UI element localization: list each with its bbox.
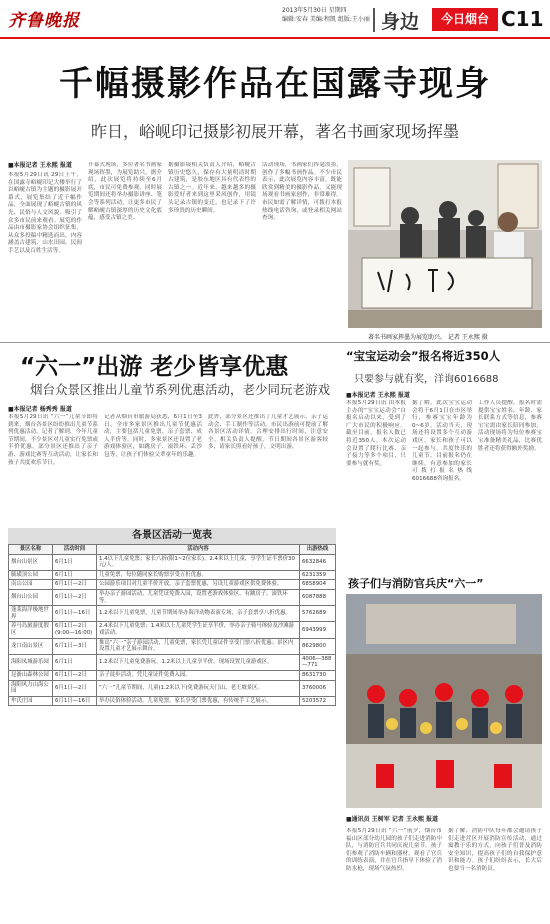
page-number: C11 [501, 7, 544, 31]
story4-byline [346, 814, 438, 823]
story2-col2: 记者从烟台市旅游局获悉，6月1日至3日，全市多家景区推出儿童节优惠活动，主要包括儿童免票、亲子套票、成人半价等。同时，多家景区还设置了老游戏体验区，如跳房子、滚铁环、丢沙包等，让孩子们体验父辈童年的乐趣。 [104, 414, 202, 458]
activity-table-block [8, 528, 336, 706]
table-cell-name: 烟台山景区 [9, 554, 53, 570]
story1-col1: 本报5月29日讯 29日上午，在国露寺峪岘印记大楼举行了以峪岘古镇为主题的摄影展开幕式，展览集结了近千幅作品，全面展现了峪岘古镇的风光、民俗与人文风貌，吸引了众多市民前来观看。展览的作品由市摄影家协会组织征集，从众多投稿中精选而出，内容涵盖古建筑、山水田园、民间手艺以及百姓生活等。 [8, 172, 82, 254]
table-cell-name: 养马岛旅游度假区 [9, 622, 53, 638]
table-cell-content: 2.4米以下儿童免票；1.4米以上儿童凭学生证享半价，举办亲子骑马体验及沙滩游戏活动。 [97, 622, 300, 638]
table-cell-name: 南山公园 [9, 580, 53, 590]
table-cell-time: 6月1日—2日 [53, 680, 97, 696]
story3-col1: 本报5月29日讯 由本报主办的“宝宝运动会”自报名启动以来，受到了广大市民的积极响应。截至目前，报名人数已将近350人。本次运动会设置了爬行比赛、亲子接力等多个项目，只要参与就有奖。 [346, 400, 406, 467]
table-cell-phone: 3760006 [300, 680, 336, 696]
story1-headline: 千幅摄影作品在国露寺现身 [59, 64, 491, 104]
flag-icon: ■ [346, 816, 352, 823]
story3-col2: 据了解，此次宝宝运动会将于6月1日在市区举行，参赛宝宝年龄为0~6岁。活动当天，现场还将设置多个互动游戏区，家长和孩子可以一起参与，共度快乐的儿童节。目前报名仍在继续，有意参加的家长可拨打报名热线6016688咨询报名。 [412, 400, 472, 482]
table-cell-phone: 6632846 [300, 554, 336, 570]
table-cell-name: 牟氏庄园 [9, 696, 53, 706]
table-row [9, 638, 336, 654]
story4-headline: 孩子们与消防官兵庆“六一” [348, 577, 484, 590]
story3-byline [346, 390, 410, 399]
table-row [9, 580, 336, 590]
table-cell-phone: 6231359 [300, 570, 336, 580]
table-cell-time: 6月1日—3日 [53, 638, 97, 654]
story2-col3: 此外，部分景区还推出了儿童才艺展示、亲子运动会、手工制作等活动。市民出游前可提前了解各景区活动详情，合理安排出行时间，注意安全。相关负责人提醒，节日期间各景区游客较多，请家长照看好孩子，文明出游。 [208, 414, 328, 451]
table-row [9, 606, 336, 622]
table-cell-content: 1.2米以下儿童免费游玩，1.2米以上儿童享半价，现场设置儿童游戏区。 [97, 654, 300, 670]
section-rule [0, 342, 550, 343]
table-row [9, 670, 336, 680]
flag-icon: ■ [8, 406, 14, 413]
activity-table [8, 544, 336, 706]
table-cell-phone: 6087888 [300, 589, 336, 605]
table-cell-time: 6月1日—16日 [53, 696, 97, 706]
table-cell-phone: 5762689 [300, 606, 336, 622]
col-header: 活动内容 [97, 545, 300, 555]
col-header: 活动时间 [53, 545, 97, 555]
byline-text: 本报记者 杨秀秀 报道 [13, 406, 72, 413]
table-row [9, 622, 336, 638]
section-title: 身边 [381, 11, 420, 33]
table-cell-content: 1.4以下儿童免票；家长八折(限1~2位家长)。2.4米以上儿童，享学生证半票价30元/人。 [97, 554, 300, 570]
byline-text: 本报记者 王永熙 报道 [13, 162, 72, 169]
table-cell-time: 6月1日 [53, 654, 97, 670]
table-cell-content: “六一”儿童节期间，儿童(1.2米以下)免费游玩天门山、老王坡景区。 [97, 680, 300, 696]
story1-subhead: 昨日，峪岘印记摄影初展开幕，著名书画家现场挥墨 [90, 122, 459, 141]
story1-byline [8, 160, 72, 169]
table-row [9, 654, 336, 670]
table-header-row [9, 545, 336, 555]
table-cell-name: 毓璜顶公园 [9, 570, 53, 580]
calligraphy-photo [348, 160, 542, 328]
table-cell-content: 举办亲子游园活动，儿童凭证免费入园，设置老游戏体验区，有跳房子、滚铁环等。 [97, 589, 300, 605]
table-cell-phone: 6858904 [300, 580, 336, 590]
table-cell-phone: 5203572 [300, 696, 336, 706]
story1-col2: 开幕式现场，多位著名书画家现场挥墨，为展览助兴。据介绍，此次展览将持续至6月底，市民可免费参观，同时展览期间还将举办摄影讲座、笔会等系列活动，让更多市民了解峪岘古镇深厚的历史文化底蕴，感受古镇之美。 [88, 162, 162, 222]
table-cell-name: 蓬莱海洋极地世界 [9, 606, 53, 622]
flag-icon: ■ [346, 392, 352, 399]
story4-col1: 本报5月29日讯 “六一”前夕，烟台市福山区部分幼儿园的孩子们走进消防中队，与消防官兵共同庆祝儿童节。孩子们参观了消防车辆和器材，观看了官兵的训练表演，并在官兵指导下体验了消防水枪，现场气氛热烈。 [346, 828, 442, 872]
table-cell-time: 6月1日 [53, 570, 97, 580]
editor-credits: 编辑:安春 美编:程凯 组版:王小丽 [282, 16, 370, 23]
table-cell-name: 海阳风力山海公园 [9, 680, 53, 696]
table-row [9, 554, 336, 570]
byline-text: 通讯员 王树军 记者 王永熙 报道 [351, 816, 439, 823]
table-cell-content: 举办民俗体验活动，儿童免票，家长享受门票优惠，有传统手工艺展示。 [97, 696, 300, 706]
table-row [9, 589, 336, 605]
photo-caption: 著名书画家挥墨为展览助兴。 记者 王永熙 摄 [368, 334, 488, 341]
byline-text: 本报记者 王永熙 报道 [351, 392, 410, 399]
story3-headline: “宝宝运动会”报名将近350人 [346, 349, 501, 363]
table-cell-content: 公园游乐项目对儿童半价开放，亲子套票优惠，另设儿童游戏区供免费体验。 [97, 580, 300, 590]
table-cell-name: 海阳凤城游乐园 [9, 654, 53, 670]
table-title: 各景区活动一览表 [8, 528, 336, 544]
table-row [9, 570, 336, 580]
masthead-rule [0, 37, 550, 39]
table-cell-phone: 8629800 [300, 638, 336, 654]
story4-col2: 据了解，消防中队每年都会邀请孩子们走进营区开展消防宣传活动，通过寓教于乐的方式，向孩子们普及消防安全知识，提高孩子们的自我保护意识和能力。孩子们纷纷表示，长大后也要当一名消防员。 [448, 828, 542, 872]
col-header: 出游热线 [300, 545, 336, 555]
story2-col1: 本报5月29日讯 “六一”儿童节即将到来，烟台各景区纷纷推出儿童节系列优惠活动。记者了解到，今年儿童节期间，不少景区对儿童实行免票或半价优惠，部分景区还推出了亲子游、游戏比赛等互动活动，让家长和孩子共度欢乐节日。 [8, 414, 98, 466]
section-badge: 今日烟台 [432, 8, 498, 31]
story1-col4: 活动现场，书画家们挥毫泼墨，创作了多幅书画作品。不少市民表示，此次展览内容丰富，既能欣赏到精美的摄影作品，又能现场观看书画家创作，非常难得。市民如需了解详情，可拨打本报热线电话咨询，或登录相关网站查询。 [262, 162, 342, 222]
table-row [9, 680, 336, 696]
table-cell-phone: 6943999 [300, 622, 336, 638]
newspaper-logo: 齐鲁晚报 [8, 11, 80, 31]
table-cell-content: 亲子徒步活动，凭儿童证件免费入园。 [97, 670, 300, 680]
divider [373, 8, 375, 32]
flag-icon: ■ [8, 162, 14, 169]
story2-byline [8, 404, 72, 413]
table-cell-time: 6月1日 [53, 554, 97, 570]
story1-col3: 据摄影展相关负责人介绍，峪岘古镇历史悠久，保存有大量明清时期古建筑，是胶东地区具有代表性的古镇之一。近年来，越来越多的摄影爱好者来到这里采风创作，用镜头记录古镇的变迁，也记录下了许多珍贵的历史瞬间。 [168, 162, 256, 214]
story3-col3: 工作人员提醒，报名时需提供宝宝姓名、年龄、家长联系方式等信息，参赛宝宝需由家长陪同参加。活动现场将为每位参赛宝宝准备精美礼品，比赛优胜者还将获得额外奖励。 [478, 400, 542, 452]
table-cell-name: 龙口南山景区 [9, 638, 53, 654]
table-cell-name: 昆嵛山森林公园 [9, 670, 53, 680]
col-header: 景区名称 [9, 545, 53, 555]
issue-date: 2013年5月30日 星期四 [282, 7, 347, 14]
table-cell-content: 推出“六一”亲子游园活动，儿童免票，家长凭儿童证件享受门票八折优惠；景区内设置儿童才艺展示舞台。 [97, 638, 300, 654]
table-cell-content: 儿童免票，每位随同家长购票享受五折优惠。 [97, 570, 300, 580]
masthead [0, 0, 550, 36]
table-cell-content: 1.2米以下儿童免票，儿童节期间举办海洋动物表演专场，亲子套票享八折优惠。 [97, 606, 300, 622]
table-row [9, 696, 336, 706]
table-cell-time: 6月1日—2日 [53, 670, 97, 680]
table-cell-time: 6月1日—2日 [53, 589, 97, 605]
table-cell-name: 烟台山公园 [9, 589, 53, 605]
story3-subhead: 只要参与就有奖，洋询6016688 [354, 374, 499, 385]
story2-headline: “六一”出游 老少皆享优惠 [20, 354, 289, 380]
firefighters-photo [346, 594, 542, 808]
table-cell-phone: 8631730 [300, 670, 336, 680]
table-cell-time: 6月1日—2日(9:00—16:00) [53, 622, 97, 638]
table-cell-time: 6月1日—16日 [53, 606, 97, 622]
table-cell-time: 6月1日—2日 [53, 580, 97, 590]
story2-subhead: 烟台众景区推出儿童节系列优惠活动，老少同玩老游戏 [30, 382, 331, 397]
table-cell-phone: 4006—388—771 [300, 654, 336, 670]
